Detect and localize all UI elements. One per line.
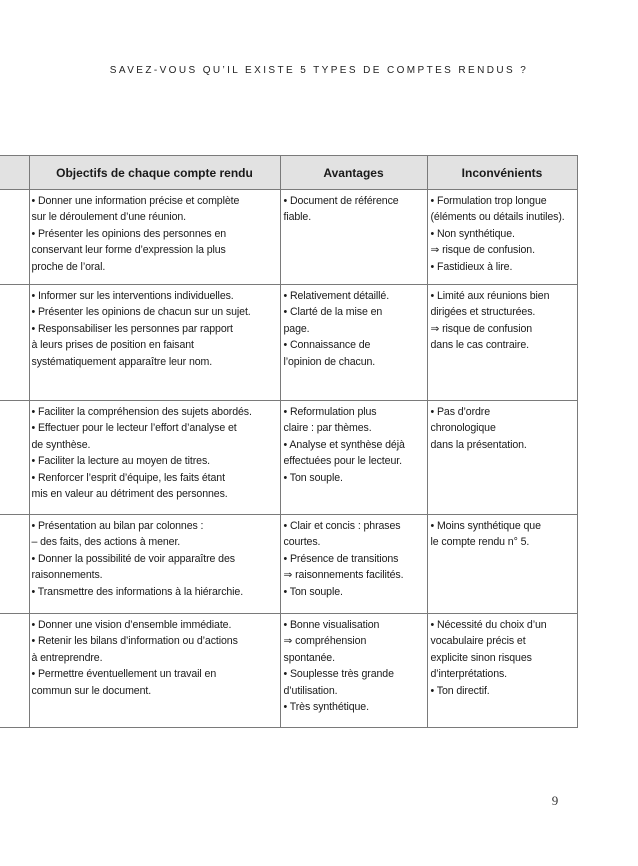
- cell-text-line: ⇒ raisonnements facilités.: [283, 569, 404, 582]
- table-row: [0, 190, 577, 285]
- cell-text-line: • Document de référence: [283, 195, 399, 207]
- cell-text-line: • Ton souple.: [283, 585, 343, 598]
- row-gutter-cell: [0, 285, 29, 401]
- cell-text-line: d’utilisation.: [283, 684, 338, 697]
- cell-text-line: raisonnements.: [31, 569, 103, 582]
- cell-text-line: ⇒ risque de confusion.: [430, 244, 535, 257]
- header-avantages: Avantages: [280, 156, 427, 190]
- cell-text-line: ⇒ compréhension: [283, 635, 367, 648]
- cell-text-line: • Connaissance de: [283, 339, 371, 352]
- table-header-row: [0, 156, 577, 190]
- avantages-cell: [280, 614, 427, 728]
- table-row: [0, 285, 577, 401]
- table-row: [0, 515, 577, 614]
- cell-text-line: chronologique: [430, 422, 496, 435]
- cell-text-line: • Bonne visualisation: [283, 619, 380, 631]
- cell-text-line: l’opinion de chacun.: [283, 355, 376, 368]
- header-objectifs: Objectifs de chaque compte rendu: [29, 156, 280, 190]
- cell-text-line: commun sur le document.: [31, 684, 152, 697]
- row-gutter-cell: [0, 614, 29, 728]
- cell-text-line: • Effectuer pour le lecteur l’effort d’analyse et: [31, 422, 237, 435]
- cell-text-line: (éléments ou détails inutiles).: [430, 211, 565, 224]
- inconvenients-cell: [427, 190, 577, 285]
- row-gutter-cell: [0, 401, 29, 515]
- row-gutter-cell: [0, 190, 29, 285]
- cell-text-line: dans la présentation.: [430, 438, 527, 451]
- cell-text-line: • Non synthétique.: [430, 227, 515, 240]
- cell-text-line: • Présenter les opinions de chacun sur un sujet.: [31, 306, 251, 319]
- inconvenients-cell: [427, 515, 577, 614]
- cell-text-line: explicite sinon risques: [430, 651, 532, 664]
- cell-text-line: • Relativement détaillé.: [283, 290, 390, 302]
- inconvenients-cell: [427, 614, 577, 728]
- avantages-cell: [280, 285, 427, 401]
- cell-text-line: • Renforcer l’esprit d’équipe, les faits étant: [31, 471, 225, 484]
- cell-text-line: • Donner une vision d’ensemble immédiate.: [31, 619, 232, 631]
- cell-text-line: spontanée.: [283, 651, 335, 664]
- objectifs-cell: [29, 515, 280, 614]
- cell-text-line: • Présentation au bilan par colonnes :: [31, 520, 204, 532]
- table-row: [0, 401, 577, 515]
- cell-text-line: dans le cas contraire.: [430, 339, 529, 352]
- cell-text-line: • Moins synthétique que: [430, 520, 541, 532]
- cell-text-line: dirigées et structurées.: [430, 306, 536, 319]
- comparison-table: [0, 155, 578, 728]
- cell-text-line: le compte rendu n° 5.: [430, 536, 530, 549]
- cell-text-line: fiable.: [283, 211, 312, 224]
- cell-text-line: • Informer sur les interventions individuelles.: [31, 290, 234, 302]
- cell-text-line: page.: [283, 322, 310, 335]
- cell-text-line: systématiquement apparaître leur nom.: [31, 355, 213, 368]
- header-inconvenients: Inconvénients: [427, 156, 577, 190]
- cell-text-line: conservant leur forme d’expression la plus: [31, 244, 226, 257]
- cell-text-line: • Présenter les opinions des personnes en: [31, 227, 227, 240]
- cell-text-line: – des faits, des actions à mener.: [31, 536, 181, 549]
- cell-text-line: • Faciliter la lecture au moyen de titres.: [31, 455, 211, 468]
- cell-text-line: • Faciliter la compréhension des sujets abordés.: [31, 406, 252, 418]
- cell-text-line: • Clarté de la mise en: [283, 306, 383, 319]
- cell-text-line: • Transmettre des informations à la hiérarchie.: [31, 585, 244, 598]
- cell-text-line: sur le déroulement d’une réunion.: [31, 211, 187, 224]
- page-title: SAVEZ-VOUS QU’IL EXISTE 5 TYPES DE COMPTES RENDUS ?: [109, 65, 529, 76]
- objectifs-cell: [29, 190, 280, 285]
- cell-text-line: proche de l’oral.: [31, 260, 106, 273]
- avantages-cell: [280, 401, 427, 515]
- objectifs-cell: [29, 614, 280, 728]
- cell-text-line: • Fastidieux à lire.: [430, 260, 513, 273]
- cell-text-line: • Présence de transitions: [283, 552, 399, 565]
- cell-text-line: à entreprendre.: [31, 651, 103, 664]
- cell-text-line: • Donner la possibilité de voir apparaître des: [31, 552, 235, 565]
- inconvenients-cell: [427, 401, 577, 515]
- avantages-cell: [280, 515, 427, 614]
- cell-text-line: à leurs prises de position en faisant: [31, 339, 194, 352]
- cell-text-line: • Reformulation plus: [283, 406, 377, 418]
- cell-text-line: de synthèse.: [31, 438, 91, 451]
- objectifs-cell: [29, 285, 280, 401]
- objectifs-cell: [29, 401, 280, 515]
- cell-text-line: mis en valeur au détriment des personnes.: [31, 488, 228, 501]
- cell-text-line: • Nécessité du choix d’un: [430, 619, 547, 631]
- cell-text-line: • Analyse et synthèse déjà: [283, 438, 405, 451]
- cell-text-line: • Clair et concis : phrases: [283, 520, 401, 532]
- cell-text-line: • Formulation trop longue: [430, 195, 547, 207]
- cell-text-line: • Souplesse très grande: [283, 668, 394, 681]
- cell-text-line: • Donner une information précise et complète: [31, 195, 240, 207]
- cell-text-line: • Très synthétique.: [283, 701, 369, 714]
- cell-text-line: ⇒ risque de confusion: [430, 322, 533, 335]
- cell-text-line: • Retenir les bilans d’information ou d’actions: [31, 635, 238, 648]
- cell-text-line: claire : par thèmes.: [283, 422, 372, 435]
- table-row: [0, 614, 577, 728]
- cell-text-line: • Responsabiliser les personnes par rapport: [31, 322, 233, 335]
- cell-text-line: vocabulaire précis et: [430, 635, 526, 648]
- cell-text-line: • Ton directif.: [430, 684, 490, 697]
- cell-text-line: courtes.: [283, 536, 321, 549]
- row-gutter-cell: [0, 515, 29, 614]
- cell-text-line: • Permettre éventuellement un travail en: [31, 668, 217, 681]
- avantages-cell: [280, 190, 427, 285]
- cell-text-line: • Limité aux réunions bien: [430, 290, 550, 302]
- inconvenients-cell: [427, 285, 577, 401]
- row-number-header: [0, 156, 29, 190]
- page-number: 9: [551, 793, 559, 808]
- cell-text-line: effectuées pour le lecteur.: [283, 455, 402, 468]
- cell-text-line: • Pas d’ordre: [430, 406, 491, 418]
- cell-text-line: d’interprétations.: [430, 668, 508, 681]
- cell-text-line: • Ton souple.: [283, 471, 343, 484]
